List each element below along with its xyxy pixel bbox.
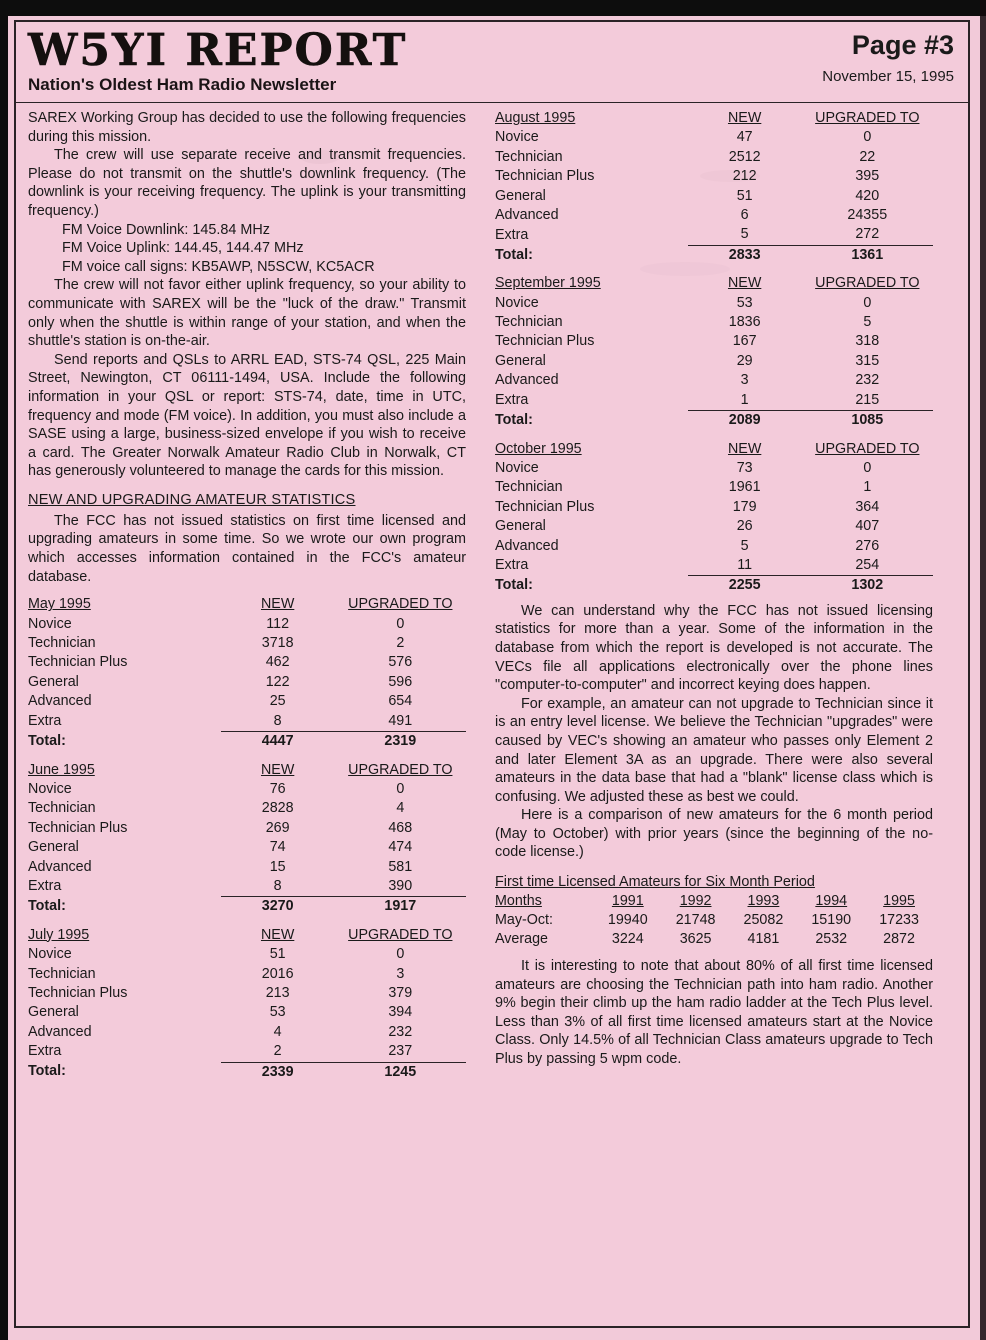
upgraded-count: 315 xyxy=(855,352,880,369)
masthead xyxy=(16,22,968,100)
value: 3625 xyxy=(679,931,712,948)
upgraded-count: 3 xyxy=(396,965,405,982)
new-count: 112 xyxy=(266,615,290,632)
stats-month: July 1995 xyxy=(28,926,90,943)
stats-table-september xyxy=(495,274,933,430)
license-class: Advanced xyxy=(28,1023,92,1040)
new-count: 4 xyxy=(273,1023,282,1040)
upgraded-count: 232 xyxy=(855,372,880,389)
upgraded-count: 215 xyxy=(802,391,933,411)
table-row xyxy=(495,478,933,497)
table-row xyxy=(495,517,933,536)
license-class: Novice xyxy=(495,459,539,476)
total-new: 2255 xyxy=(728,577,761,594)
frequency-line: FM voice call signs: KB5AWP, N5SCW, KC5ACR xyxy=(62,258,375,275)
new-count: 122 xyxy=(265,673,290,690)
table-row xyxy=(28,945,466,964)
table-total-row xyxy=(28,897,466,917)
new-count: 5 xyxy=(740,537,749,554)
table-row xyxy=(495,391,933,411)
new-count: 8 xyxy=(221,712,335,732)
new-count: 15 xyxy=(269,858,286,875)
new-count: 269 xyxy=(265,819,290,836)
total-new: 2339 xyxy=(261,1063,294,1080)
new-count: 5 xyxy=(688,225,802,245)
license-class: General xyxy=(28,1004,79,1021)
new-count: 51 xyxy=(736,187,753,204)
license-class: Technician xyxy=(28,965,96,982)
license-class: Technician xyxy=(495,479,563,496)
upgraded-count: 390 xyxy=(335,877,466,897)
license-class: Advanced xyxy=(495,537,559,554)
column-header-new: NEW xyxy=(727,440,762,457)
total-upgraded: 2319 xyxy=(384,733,417,750)
table-row xyxy=(495,332,933,351)
upgraded-count: 0 xyxy=(863,129,872,146)
new-count: 51 xyxy=(269,946,286,963)
paragraph: It is interesting to note that about 80% of all first time licensed amateurs are choosing the Technician path into ham radio. Another 9% begin their climb up the ham radio ladder at the Tech Plus level. Less than 3% of all first time licensed amateurs start at the Novice Class. Only 14.5% of all Technician Class amateurs upgrade to Tech Plus by passing 5 wpm code. xyxy=(495,958,933,1068)
new-count: 2828 xyxy=(261,800,294,817)
table-row xyxy=(28,819,466,838)
column-header-upgraded: UPGRADED TO xyxy=(348,761,453,778)
table-header-row xyxy=(28,761,466,780)
table-header-row xyxy=(495,440,933,459)
paragraph: We can understand why the FCC has not issued licensing statistics for more than a year. Some of the information in the database from which the report is developed is not accurate. The VECs file all applications electronically over the phone lines "computer-to-computer" and incorrect keying does happen. xyxy=(495,602,933,694)
table-row xyxy=(495,294,933,313)
new-count: 6 xyxy=(740,207,749,224)
stats-month: October 1995 xyxy=(495,440,582,457)
column-header-1992: 1992 xyxy=(679,893,712,910)
license-class: Technician Plus xyxy=(28,819,128,836)
new-count: 47 xyxy=(736,129,753,146)
license-class: Advanced xyxy=(28,858,92,875)
license-class: Advanced xyxy=(495,372,559,389)
article-columns xyxy=(16,103,968,1082)
license-class: Technician Plus xyxy=(28,984,128,1001)
table-total-row xyxy=(495,576,933,596)
new-count: 2512 xyxy=(728,148,761,165)
value: 4181 xyxy=(747,931,780,948)
upgraded-count: 5 xyxy=(863,314,872,331)
column-header-new: NEW xyxy=(727,110,762,126)
upgraded-count: 1 xyxy=(863,479,872,496)
total-upgraded: 1917 xyxy=(384,898,417,915)
new-count: 213 xyxy=(265,984,290,1001)
upgraded-count: 364 xyxy=(855,498,880,515)
stats-table-may xyxy=(28,595,466,751)
new-count: 76 xyxy=(269,780,286,797)
table-row xyxy=(28,673,466,692)
value: 2872 xyxy=(883,931,915,948)
license-class: Novice xyxy=(495,294,539,311)
table-row xyxy=(28,1023,466,1042)
upgraded-count: 318 xyxy=(855,333,880,350)
license-class: Advanced xyxy=(28,693,92,710)
upgraded-count: 407 xyxy=(855,518,880,535)
new-count: 74 xyxy=(269,839,286,856)
license-class: General xyxy=(495,352,546,369)
total-new: 2833 xyxy=(728,246,761,263)
value: 3224 xyxy=(611,931,644,948)
table-header-row xyxy=(495,274,933,293)
table-row xyxy=(28,799,466,818)
table-row xyxy=(28,838,466,857)
license-class: General xyxy=(495,187,546,204)
table-row xyxy=(495,556,933,576)
new-count: 179 xyxy=(732,498,757,515)
upgraded-count: 237 xyxy=(335,1042,466,1062)
column-header-new: NEW xyxy=(727,275,762,292)
table-row xyxy=(495,128,933,147)
table-row xyxy=(495,167,933,186)
total-upgraded: 1085 xyxy=(851,412,884,429)
upgraded-count: 0 xyxy=(863,294,872,311)
total-upgraded: 1245 xyxy=(384,1063,417,1080)
new-count: 1836 xyxy=(728,314,761,331)
total-label: Total: xyxy=(28,898,66,915)
table-row xyxy=(28,780,466,799)
upgraded-count: 24355 xyxy=(847,207,888,224)
new-count: 3 xyxy=(740,372,749,389)
table-header-row xyxy=(28,595,466,614)
paragraph: The crew will use separate receive and transmit frequencies. Please do not transmit on the shuttle's downlink frequency. (The downlink is your receiving frequency. The uplink is your transmitting frequency.) xyxy=(28,147,466,219)
license-class: Technician xyxy=(28,800,96,817)
paragraph: SAREX Working Group has decided to use the following frequencies during this mission. xyxy=(28,110,466,145)
new-count: 1961 xyxy=(728,479,761,496)
table-total-row xyxy=(495,245,933,265)
column-header-upgraded: UPGRADED TO xyxy=(815,440,920,457)
paragraph: The crew will not favor either uplink frequency, so your ability to communicate with SAREX will be the "luck of the draw." Transmit only when the shuttle is within range of your station, and when the shuttle's station is on-the-air. xyxy=(28,277,466,350)
upgraded-count: 474 xyxy=(388,839,413,856)
table-row xyxy=(28,858,466,877)
upgraded-count: 581 xyxy=(388,858,413,875)
value: 25082 xyxy=(743,912,784,929)
column-header-upgraded: UPGRADED TO xyxy=(815,110,920,126)
upgraded-count: 232 xyxy=(388,1023,413,1040)
upgraded-count: 395 xyxy=(855,168,880,185)
stats-table-october xyxy=(495,440,933,596)
license-class: Technician Plus xyxy=(495,498,595,515)
column-header-upgraded: UPGRADED TO xyxy=(348,926,453,943)
upgraded-count: 394 xyxy=(388,1004,413,1021)
upgraded-count: 0 xyxy=(396,946,405,963)
table-row xyxy=(28,712,466,732)
license-class: Extra xyxy=(28,712,62,729)
new-count: 167 xyxy=(732,333,757,350)
license-class: Technician Plus xyxy=(495,168,595,185)
new-count: 8 xyxy=(221,877,335,897)
total-upgraded: 1361 xyxy=(851,246,884,263)
license-class: Extra xyxy=(495,391,529,408)
upgraded-count: 272 xyxy=(802,225,933,245)
value: 17233 xyxy=(879,912,919,929)
total-upgraded: 1302 xyxy=(851,577,884,594)
upgraded-count: 654 xyxy=(388,693,413,710)
table-row xyxy=(28,877,466,897)
stats-table-july xyxy=(28,926,466,1082)
frequency-line: FM Voice Uplink: 144.45, 144.47 MHz xyxy=(62,240,304,257)
table-row xyxy=(495,911,933,930)
scan-edge-top xyxy=(0,0,986,16)
stats-month: August 1995 xyxy=(495,110,576,126)
license-class: Novice xyxy=(28,615,72,632)
stats-month: May 1995 xyxy=(28,596,91,613)
new-count: 53 xyxy=(736,294,753,311)
license-class: Extra xyxy=(495,226,529,243)
upgraded-count: 576 xyxy=(388,654,413,671)
column-header-1995: 1995 xyxy=(883,893,915,910)
upgraded-count: 276 xyxy=(855,537,880,554)
license-class: Technician xyxy=(28,635,96,652)
comparison-table xyxy=(495,892,933,949)
page-title: W5YI REPORT xyxy=(28,25,408,76)
new-count: 2016 xyxy=(261,965,294,982)
table-total-row xyxy=(495,411,933,431)
table-row xyxy=(28,634,466,653)
license-class: Novice xyxy=(28,946,72,963)
value: 21748 xyxy=(675,912,716,929)
table-row xyxy=(28,984,466,1003)
stats-table-august xyxy=(495,109,933,265)
column-header-months: Months xyxy=(495,893,542,910)
upgraded-count: 468 xyxy=(388,819,413,836)
masthead-subtitle: Nation's Oldest Ham Radio Newsletter xyxy=(28,75,337,94)
table-row xyxy=(495,498,933,517)
license-class: General xyxy=(28,839,79,856)
total-label: Total: xyxy=(495,246,533,263)
table-row xyxy=(28,653,466,672)
table-row xyxy=(495,371,933,390)
comparison-title: First time Licensed Amateurs for Six Month Period xyxy=(495,874,815,891)
new-count: 212 xyxy=(732,168,757,185)
table-header-row xyxy=(495,892,933,911)
new-count: 25 xyxy=(269,693,286,710)
table-row xyxy=(495,930,933,949)
table-row xyxy=(28,615,466,634)
new-count: 53 xyxy=(269,1004,286,1021)
table-row xyxy=(28,965,466,984)
table-row xyxy=(495,537,933,556)
license-class: General xyxy=(495,518,546,535)
stats-month: June 1995 xyxy=(28,761,95,778)
license-class: Novice xyxy=(28,780,72,797)
masthead-meta xyxy=(822,30,954,85)
table-row xyxy=(28,1003,466,1022)
total-label: Total: xyxy=(28,1063,66,1080)
new-count: 73 xyxy=(736,459,753,476)
section-heading: NEW AND UPGRADING AMATEUR STATISTICS xyxy=(28,491,356,508)
total-label: Total: xyxy=(495,577,533,594)
scan-edge-right xyxy=(980,0,986,1340)
value: 2532 xyxy=(815,931,848,948)
upgraded-count: 2 xyxy=(396,635,405,652)
new-count: 1 xyxy=(688,391,802,411)
upgraded-count: 254 xyxy=(802,556,933,576)
table-header-row xyxy=(495,109,933,128)
upgraded-count: 491 xyxy=(335,712,466,732)
column-header-new: NEW xyxy=(260,596,295,613)
table-row xyxy=(28,1042,466,1062)
table-row xyxy=(495,225,933,245)
column-right xyxy=(481,109,933,1082)
license-class: Extra xyxy=(28,878,62,895)
license-class: Extra xyxy=(495,557,529,574)
column-header-upgraded: UPGRADED TO xyxy=(815,275,920,292)
license-class: Extra xyxy=(28,1043,62,1060)
upgraded-count: 596 xyxy=(388,673,413,690)
new-count: 11 xyxy=(688,556,802,576)
upgraded-count: 0 xyxy=(863,459,872,476)
page-number: Page #3 xyxy=(851,30,954,60)
upgraded-count: 22 xyxy=(859,148,876,165)
stats-month: September 1995 xyxy=(495,275,601,292)
column-header-1993: 1993 xyxy=(747,893,780,910)
total-new: 2089 xyxy=(728,412,761,429)
column-header-new: NEW xyxy=(260,926,295,943)
issue-date: November 15, 1995 xyxy=(822,68,954,85)
frequency-line: FM Voice Downlink: 145.84 MHz xyxy=(62,221,270,238)
table-row xyxy=(28,692,466,711)
table-total-row xyxy=(28,1062,466,1082)
license-class: Technician xyxy=(495,148,563,165)
table-total-row xyxy=(28,732,466,752)
new-count: 29 xyxy=(736,352,753,369)
upgraded-count: 0 xyxy=(396,780,405,797)
table-row xyxy=(495,206,933,225)
license-class: Novice xyxy=(495,129,539,146)
new-count: 26 xyxy=(736,518,753,535)
upgraded-count: 379 xyxy=(388,984,413,1001)
paragraph: Here is a comparison of new amateurs for the 6 month period (May to October) with prior years (since the beginning of the no-code license.) xyxy=(495,807,933,861)
table-row xyxy=(495,313,933,332)
value: 15190 xyxy=(811,912,852,929)
new-count: 3718 xyxy=(261,635,294,652)
paragraph: For example, an amateur can not upgrade to Technician since it is an entry level license. We believe the Technician "upgrades" were caused by VEC's showing an amateur who passes only Element 2 and later Element 3A as an upgrade. There were also several amateurs in the data base that had a "blank" license class which is confusing. We adjusted these as best we could. xyxy=(495,695,933,805)
column-left xyxy=(28,109,480,1082)
upgraded-count: 4 xyxy=(396,800,405,817)
column-header-1994: 1994 xyxy=(815,893,848,910)
table-row xyxy=(495,187,933,206)
table-row xyxy=(495,148,933,167)
upgraded-count: 0 xyxy=(396,615,405,632)
license-class: General xyxy=(28,673,79,690)
paragraph: The FCC has not issued statistics on first time licensed and upgrading amateurs in some time. So we wrote our own program which accesses information contained in the FCC's amateur database. xyxy=(28,512,466,585)
total-new: 4447 xyxy=(261,733,294,750)
new-count: 462 xyxy=(265,654,290,671)
total-label: Total: xyxy=(28,732,66,749)
license-class: Technician Plus xyxy=(28,654,128,671)
new-count: 2 xyxy=(221,1042,335,1062)
total-new: 3270 xyxy=(261,898,294,915)
column-header-new: NEW xyxy=(260,761,295,778)
column-header-1991: 1991 xyxy=(611,893,644,910)
table-row xyxy=(495,459,933,478)
value: 19940 xyxy=(607,912,648,929)
row-label: Average xyxy=(495,931,548,948)
table-header-row xyxy=(28,926,466,945)
column-header-upgraded: UPGRADED TO xyxy=(348,596,453,613)
page-border xyxy=(14,20,970,1328)
license-class: Technician xyxy=(495,314,563,331)
total-label: Total: xyxy=(495,411,533,428)
upgraded-count: 420 xyxy=(855,187,880,204)
table-row xyxy=(495,352,933,371)
row-label: May-Oct: xyxy=(495,912,553,929)
license-class: Advanced xyxy=(495,207,559,224)
license-class: Technician Plus xyxy=(495,333,595,350)
scan-edge-left xyxy=(0,0,8,1340)
paragraph: Send reports and QSLs to ARRL EAD, STS-74 QSL, 225 Main Street, Newington, CT 06111-1494, USA. Include the following information in your QSL or report: STS-74, date, time in UTC, frequency and mode (FM voice). In addition, you must also include a SASE using a large, business-sized envelope if you wish to receive a card. The Greater Norwalk Amateur Radio Club in Norwalk, CT has generously volunteered to manage the cards for this mission. xyxy=(28,351,466,480)
stats-table-june xyxy=(28,761,466,917)
